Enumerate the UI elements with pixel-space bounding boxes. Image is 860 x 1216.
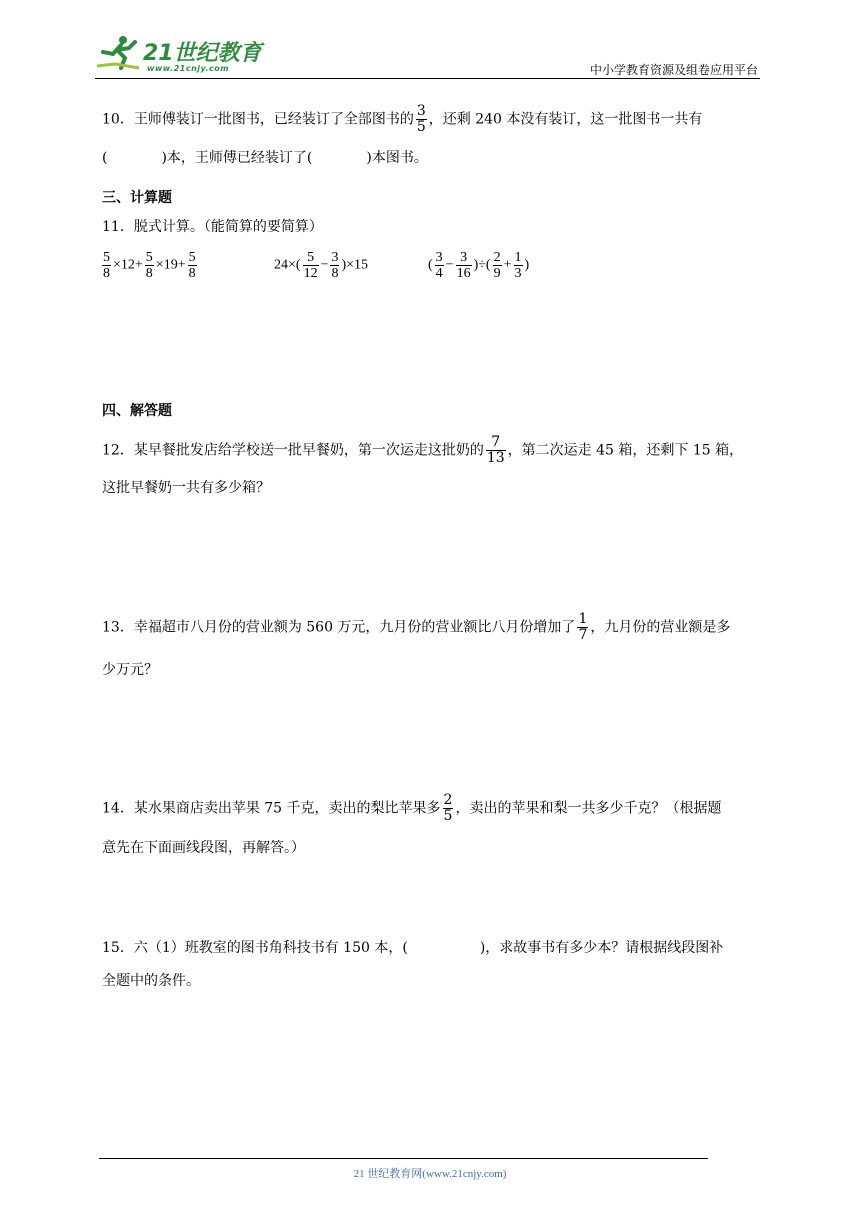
question-13-line1: 13．幸福超市八月份的营业额为 560 万元，九月份的营业额比八月份增加了 $\frac{1}{7}$ ，九月份的营业额是多 (102, 611, 731, 643)
section-4-title: 四、解答题 (102, 403, 172, 419)
header-rule (95, 78, 760, 79)
header (95, 30, 760, 80)
fraction: $\frac{2}{5}$ (443, 792, 453, 824)
question-12-line1: 12．某早餐批发店给学校送一批早餐奶，第一次运走这批奶的 $\frac{7}{13}$ ，第二次运走 45 箱，还剩下 15 箱， (102, 434, 744, 466)
footer-rule (99, 1158, 708, 1159)
section-3-title: 三、计算题 (102, 190, 172, 206)
expression-3: ( $\frac{3}{4}$ − $\frac{3}{16}$ )÷( $\frac{2}{9}$ + $\frac{1}{3}$ ) (428, 250, 530, 281)
expression-1: $\frac{5}{8}$ ×12+ $\frac{5}{8}$ ×19+ $\frac{5}{8}$ (103, 250, 196, 281)
logo-text: 21世纪教育 (143, 41, 262, 66)
question-14-line2: 意先在下面画线段图，再解答。） (102, 840, 305, 856)
question-15-line1: 15．六（1）班教室的图书角科技书有 150 本，( )，求故事书有多少本？请根据线段图补 (102, 940, 724, 956)
question-10-line2: ( )本，王师傅已经装订了( )本图书。 (102, 150, 428, 166)
question-11: 11．脱式计算。（能简算的要简算） (102, 219, 323, 235)
question-12-line2: 这批早餐奶一共有多少箱？ (102, 480, 270, 496)
question-10-line1: 10．王师傅装订一批图书，已经装订了全部图书的 $\frac{3}{5}$ ，还剩 240 本没有装订，这一批图书一共有 (102, 103, 703, 135)
logo-runner-icon (95, 34, 145, 74)
fraction: $\frac{3}{5}$ (416, 103, 426, 135)
fraction: $\frac{1}{7}$ (578, 611, 588, 643)
fraction: $\frac{7}{13}$ (486, 434, 505, 466)
logo-url: www.21cnjy.com (147, 64, 230, 73)
question-14-line1: 14．某水果商店卖出苹果 75 千克，卖出的梨比苹果多 $\frac{2}{5}$ ，卖出的苹果和梨一共多少千克？（根据题 (102, 792, 722, 824)
expression-2: 24×( $\frac{5}{12}$ − $\frac{3}{8}$ )×15 (274, 250, 369, 281)
question-13-line2: 少万元？ (102, 662, 158, 678)
platform-name: 中小学教育资源及组卷应用平台 (589, 63, 758, 77)
footer-text: 21 世纪教育网(www.21cnjy.com) (353, 1168, 507, 1180)
question-15-line2: 全题中的条件。 (102, 973, 200, 989)
